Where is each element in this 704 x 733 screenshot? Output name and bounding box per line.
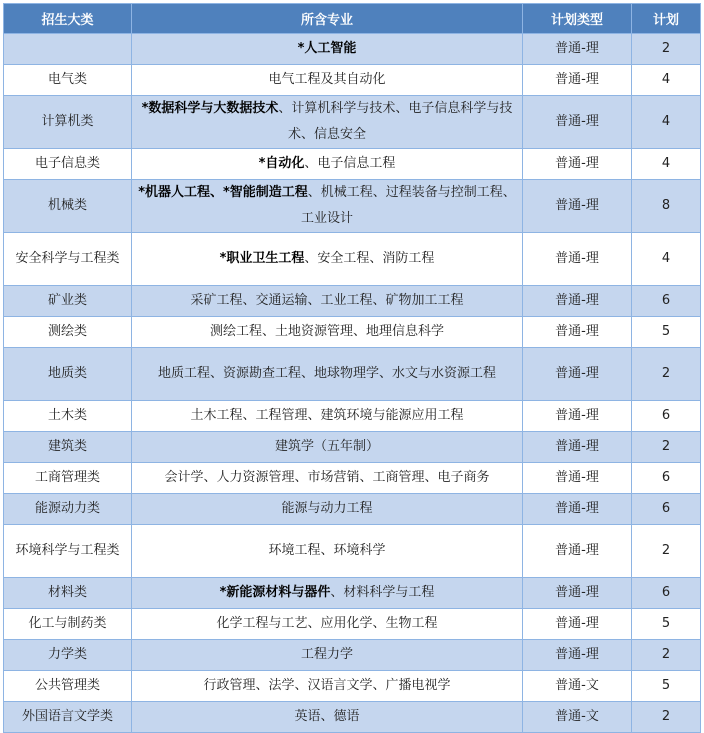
table-row: [4, 180, 701, 233]
majors-text: 、安全工程、消防工程: [304, 251, 435, 266]
cell-majors: [132, 180, 523, 233]
cell-plan-type: 普通-理: [523, 640, 632, 671]
majors-text: 采矿工程、交通运输、工业工程、矿物加工工程: [190, 293, 464, 308]
cell-plan-type: 普通-文: [523, 671, 632, 702]
cell-plan-count: 6: [632, 494, 701, 525]
majors-highlight: *自动化: [258, 156, 305, 171]
cell-majors: [132, 96, 523, 149]
table-row: [4, 348, 701, 401]
cell-plan-type: 普通-理: [523, 286, 632, 317]
cell-category: 建筑类: [4, 432, 132, 463]
table-row: [4, 96, 701, 149]
cell-plan-count: 6: [632, 286, 701, 317]
table-row: [4, 640, 701, 671]
cell-plan-count: 2: [632, 702, 701, 733]
cell-category: 计算机类: [4, 96, 132, 149]
majors-highlight: *新能源材料与器件: [219, 585, 331, 600]
majors-text: 地质工程、资源勘查工程、地球物理学、水文与水资源工程: [157, 366, 496, 381]
majors-text: 行政管理、法学、汉语言文学、广播电视学: [203, 678, 451, 693]
cell-plan-count: 6: [632, 578, 701, 609]
cell-plan-count: 2: [632, 640, 701, 671]
majors-text: 、计算机科学与技术、电子信息科学与技术、信息安全: [278, 101, 513, 142]
cell-category: 环境科学与工程类: [4, 525, 132, 578]
cell-category: 电子信息类: [4, 149, 132, 180]
table-row: [4, 578, 701, 609]
cell-plan-type: 普通-理: [523, 401, 632, 432]
enrollment-plan-table-container: [3, 3, 701, 733]
majors-text: 、材料科学与工程: [330, 585, 435, 600]
cell-category: 材料类: [4, 578, 132, 609]
table-row: [4, 34, 701, 65]
cell-majors: [132, 149, 523, 180]
cell-plan-type: 普通-理: [523, 96, 632, 149]
cell-plan-count: 4: [632, 96, 701, 149]
table-row: [4, 233, 701, 286]
cell-category: 机械类: [4, 180, 132, 233]
table-row: [4, 463, 701, 494]
cell-plan-type: 普通-理: [523, 609, 632, 640]
cell-category: [4, 34, 132, 65]
header-plan-type: 计划类型: [523, 4, 632, 34]
majors-text: 英语、德语: [294, 709, 360, 724]
table-row: [4, 494, 701, 525]
cell-category: 力学类: [4, 640, 132, 671]
cell-plan-count: 2: [632, 525, 701, 578]
majors-text: 建筑学（五年制）: [274, 439, 379, 454]
table-row: [4, 525, 701, 578]
table-header-row: [4, 4, 701, 34]
table-row: [4, 286, 701, 317]
cell-plan-type: 普通-理: [523, 578, 632, 609]
cell-category: 地质类: [4, 348, 132, 401]
cell-category: 能源动力类: [4, 494, 132, 525]
header-majors: 所含专业: [132, 4, 523, 34]
cell-majors: [132, 401, 523, 432]
majors-text: 、机械工程、过程装备与控制工程、工业设计: [300, 185, 516, 226]
header-plan-count: 计划: [632, 4, 701, 34]
cell-plan-count: 2: [632, 34, 701, 65]
cell-majors: [132, 578, 523, 609]
cell-majors: [132, 609, 523, 640]
cell-majors: [132, 463, 523, 494]
cell-majors: [132, 317, 523, 348]
cell-majors: [132, 348, 523, 401]
cell-plan-type: 普通-理: [523, 494, 632, 525]
table-row: [4, 401, 701, 432]
majors-text: 化学工程与工艺、应用化学、生物工程: [216, 616, 438, 631]
majors-highlight: *人工智能: [297, 41, 357, 56]
cell-plan-count: 8: [632, 180, 701, 233]
table-row: [4, 432, 701, 463]
majors-text: 会计学、人力资源管理、市场营销、工商管理、电子商务: [164, 470, 490, 485]
cell-plan-count: 5: [632, 609, 701, 640]
cell-plan-type: 普通-理: [523, 34, 632, 65]
cell-plan-type: 普通-理: [523, 317, 632, 348]
cell-category: 土木类: [4, 401, 132, 432]
majors-text: 环境工程、环境科学: [268, 543, 386, 558]
majors-highlight: *数据科学与大数据技术: [141, 101, 279, 116]
header-category: 招生大类: [4, 4, 132, 34]
cell-plan-count: 5: [632, 671, 701, 702]
cell-plan-type: 普通-理: [523, 180, 632, 233]
cell-category: 矿业类: [4, 286, 132, 317]
cell-plan-type: 普通-理: [523, 233, 632, 286]
majors-highlight: *职业卫生工程: [219, 251, 305, 266]
cell-plan-count: 4: [632, 65, 701, 96]
majors-text: 工程力学: [300, 647, 353, 662]
cell-category: 化工与制药类: [4, 609, 132, 640]
cell-plan-type: 普通-理: [523, 463, 632, 494]
cell-majors: [132, 494, 523, 525]
cell-category: 公共管理类: [4, 671, 132, 702]
cell-majors: [132, 702, 523, 733]
cell-category: 安全科学与工程类: [4, 233, 132, 286]
cell-category: 测绘类: [4, 317, 132, 348]
table-row: [4, 65, 701, 96]
cell-majors: [132, 671, 523, 702]
cell-category: 外国语言文学类: [4, 702, 132, 733]
cell-majors: [132, 233, 523, 286]
cell-category: 工商管理类: [4, 463, 132, 494]
majors-text: 能源与动力工程: [281, 501, 373, 516]
cell-majors: [132, 65, 523, 96]
table-row: [4, 149, 701, 180]
cell-majors: [132, 34, 523, 65]
majors-text: 土木工程、工程管理、建筑环境与能源应用工程: [190, 408, 464, 423]
cell-plan-type: 普通-文: [523, 702, 632, 733]
cell-plan-count: 4: [632, 233, 701, 286]
cell-majors: [132, 432, 523, 463]
cell-plan-count: 5: [632, 317, 701, 348]
cell-majors: [132, 640, 523, 671]
cell-plan-type: 普通-理: [523, 432, 632, 463]
enrollment-plan-table: [3, 3, 701, 733]
table-row: [4, 671, 701, 702]
cell-plan-count: 2: [632, 432, 701, 463]
cell-plan-count: 2: [632, 348, 701, 401]
cell-plan-type: 普通-理: [523, 149, 632, 180]
cell-plan-type: 普通-理: [523, 525, 632, 578]
cell-category: 电气类: [4, 65, 132, 96]
majors-text: 电气工程及其自动化: [268, 72, 386, 87]
table-row: [4, 317, 701, 348]
cell-plan-count: 6: [632, 463, 701, 494]
cell-majors: [132, 286, 523, 317]
cell-plan-type: 普通-理: [523, 348, 632, 401]
cell-plan-count: 4: [632, 149, 701, 180]
cell-majors: [132, 525, 523, 578]
table-row: [4, 609, 701, 640]
cell-plan-count: 6: [632, 401, 701, 432]
majors-highlight: *机器人工程、*智能制造工程: [138, 185, 308, 200]
cell-plan-type: 普通-理: [523, 65, 632, 96]
majors-text: 、电子信息工程: [304, 156, 396, 171]
table-row: [4, 702, 701, 733]
majors-text: 测绘工程、土地资源管理、地理信息科学: [209, 324, 444, 339]
